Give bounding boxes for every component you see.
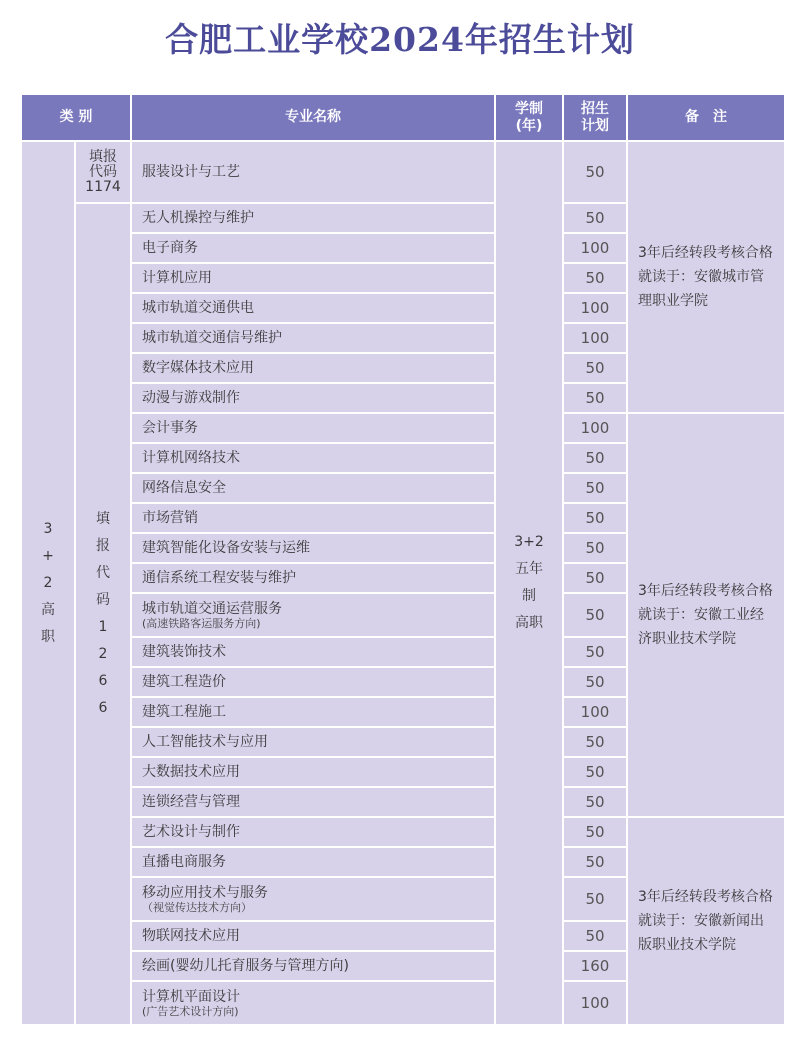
- plan-count: 50: [564, 848, 626, 876]
- table-row: [22, 818, 784, 846]
- duration-text: 五年: [515, 561, 543, 577]
- enrollment-table: [20, 93, 786, 1026]
- category-cell: [22, 142, 74, 1024]
- major-name-cell: [132, 818, 494, 846]
- code-1266-char: 码: [96, 592, 110, 608]
- category-char: 2: [43, 574, 53, 591]
- major-name-cell: [132, 982, 494, 1024]
- plan-count: 50: [564, 638, 626, 666]
- plan-count: 50: [564, 564, 626, 592]
- plan-count: 100: [564, 698, 626, 726]
- major-name-cell: [132, 878, 494, 920]
- major-name-cell: [132, 324, 494, 352]
- note-cell: 3年后经转段考核合格就读于：安徽新闻出版职业技术学院: [628, 818, 784, 1024]
- page-title: 合肥工业学校2024年招生计划: [165, 20, 635, 59]
- table-row: [22, 142, 784, 202]
- table-body: [22, 142, 784, 1024]
- major-name: 建筑智能化设备安装与运维: [142, 540, 310, 556]
- major-name-cell: [132, 758, 494, 786]
- category-char: 职: [41, 628, 55, 645]
- plan-count: 50: [564, 264, 626, 292]
- plan-count: 50: [564, 594, 626, 636]
- plan-count: 100: [564, 234, 626, 262]
- major-name-cell: [132, 384, 494, 412]
- plan-count: 160: [564, 952, 626, 980]
- plan-count: 50: [564, 728, 626, 756]
- major-direction: (高速铁路客运服务方向): [142, 616, 261, 630]
- major-name-cell: [132, 204, 494, 232]
- major-name: 服装设计与工艺: [142, 164, 240, 180]
- major-name: 连锁经营与管理: [142, 794, 240, 810]
- plan-count: 50: [564, 474, 626, 502]
- duration-cell: [496, 142, 562, 1024]
- major-direction: （视觉传达技术方向）: [142, 900, 252, 914]
- code-1266-char: 6: [98, 700, 108, 716]
- major-name: 市场营销: [142, 510, 198, 526]
- category-char: 高: [41, 601, 55, 618]
- major-name: 计算机应用: [142, 270, 212, 286]
- major-name: 通信系统工程安装与维护: [142, 570, 296, 586]
- major-name: 物联网技术应用: [142, 928, 240, 944]
- major-name-cell: [132, 414, 494, 442]
- major-name: 城市轨道交通运营服务: [142, 600, 282, 617]
- major-name: 城市轨道交通信号维护: [142, 330, 282, 346]
- code-1174-text: 填报: [89, 148, 117, 165]
- major-name-cell: [132, 698, 494, 726]
- major-name: 移动应用技术与服务: [142, 884, 268, 901]
- duration-text: 制: [522, 588, 536, 604]
- category-char: 3: [43, 520, 53, 537]
- major-name: 建筑工程施工: [142, 704, 226, 720]
- code-1266-char: 报: [96, 538, 110, 554]
- major-name: 大数据技术应用: [142, 764, 240, 780]
- plan-count: 50: [564, 504, 626, 532]
- header-duration: 学制 (年): [496, 95, 562, 140]
- major-name-cell: [132, 668, 494, 696]
- table-header-row: [22, 95, 784, 140]
- major-name: 建筑工程造价: [142, 674, 226, 690]
- major-direction: (广告艺术设计方向): [142, 1004, 239, 1018]
- major-name-cell: [132, 444, 494, 472]
- plan-count: 50: [564, 758, 626, 786]
- major-name: 动漫与游戏制作: [142, 390, 240, 406]
- major-name-cell: [132, 848, 494, 876]
- code-1266-char: 填: [96, 511, 110, 527]
- major-name: 建筑装饰技术: [142, 644, 226, 660]
- plan-count: 50: [564, 354, 626, 382]
- major-name: 直播电商服务: [142, 854, 226, 870]
- major-name: 艺术设计与制作: [142, 824, 240, 840]
- major-name: 网络信息安全: [142, 480, 226, 496]
- header-major: 专业名称: [132, 95, 494, 140]
- plan-count: 50: [564, 534, 626, 562]
- major-name: 城市轨道交通供电: [142, 300, 254, 316]
- major-name-cell: [132, 594, 494, 636]
- plan-count: 100: [564, 982, 626, 1024]
- code-1266-char: 6: [98, 673, 108, 689]
- major-name-cell: [132, 294, 494, 322]
- duration-text: 高职: [515, 615, 543, 631]
- major-name-cell: [132, 952, 494, 980]
- code-1266-char: 1: [98, 619, 108, 635]
- note-cell: 3年后经转段考核合格就读于：安徽工业经济职业技术学院: [628, 414, 784, 816]
- header-note: 备 注: [628, 95, 784, 140]
- major-name-cell: [132, 788, 494, 816]
- category-char: +: [42, 547, 54, 564]
- major-name: 绘画(婴幼儿托育服务与管理方向): [142, 958, 349, 974]
- plan-count: 50: [564, 384, 626, 412]
- major-name: 无人机操控与维护: [142, 210, 254, 226]
- major-name: 人工智能技术与应用: [142, 734, 268, 750]
- major-name-cell: [132, 234, 494, 262]
- major-name: 电子商务: [142, 240, 198, 256]
- major-name: 会计事务: [142, 420, 198, 436]
- major-name-cell: [132, 638, 494, 666]
- plan-count: 50: [564, 668, 626, 696]
- code-1266-char: 代: [96, 565, 110, 581]
- major-name-cell: [132, 564, 494, 592]
- plan-count: 50: [564, 444, 626, 472]
- plan-count: 50: [564, 922, 626, 950]
- plan-count: 50: [564, 878, 626, 920]
- major-name-cell: [132, 474, 494, 502]
- major-name-cell: [132, 728, 494, 756]
- code-1174-cell: [76, 142, 130, 202]
- major-name-cell: [132, 354, 494, 382]
- duration-text: 3+2: [514, 534, 544, 550]
- major-name-cell: [132, 504, 494, 532]
- plan-count: 50: [564, 788, 626, 816]
- code-1266-cell: [76, 204, 130, 1024]
- major-name: 数字媒体技术应用: [142, 360, 254, 376]
- major-name-cell: [132, 534, 494, 562]
- plan-count: 50: [564, 818, 626, 846]
- note-cell: 3年后经转段考核合格就读于：安徽城市管理职业学院: [628, 142, 784, 412]
- table-row: [22, 414, 784, 442]
- plan-count: 50: [564, 204, 626, 232]
- plan-count: 100: [564, 324, 626, 352]
- header-plan: 招生 计划: [564, 95, 626, 140]
- major-name-cell: [132, 142, 494, 202]
- plan-count: 50: [564, 142, 626, 202]
- code-1266-char: 2: [98, 646, 108, 662]
- code-1174-text: 1174: [85, 178, 121, 195]
- plan-count: 100: [564, 294, 626, 322]
- plan-count: 100: [564, 414, 626, 442]
- header-category: 类 别: [22, 95, 130, 140]
- major-name: 计算机网络技术: [142, 450, 240, 466]
- major-name-cell: [132, 922, 494, 950]
- major-name: 计算机平面设计: [142, 988, 240, 1005]
- major-name-cell: [132, 264, 494, 292]
- code-1174-text: 代码: [89, 163, 117, 180]
